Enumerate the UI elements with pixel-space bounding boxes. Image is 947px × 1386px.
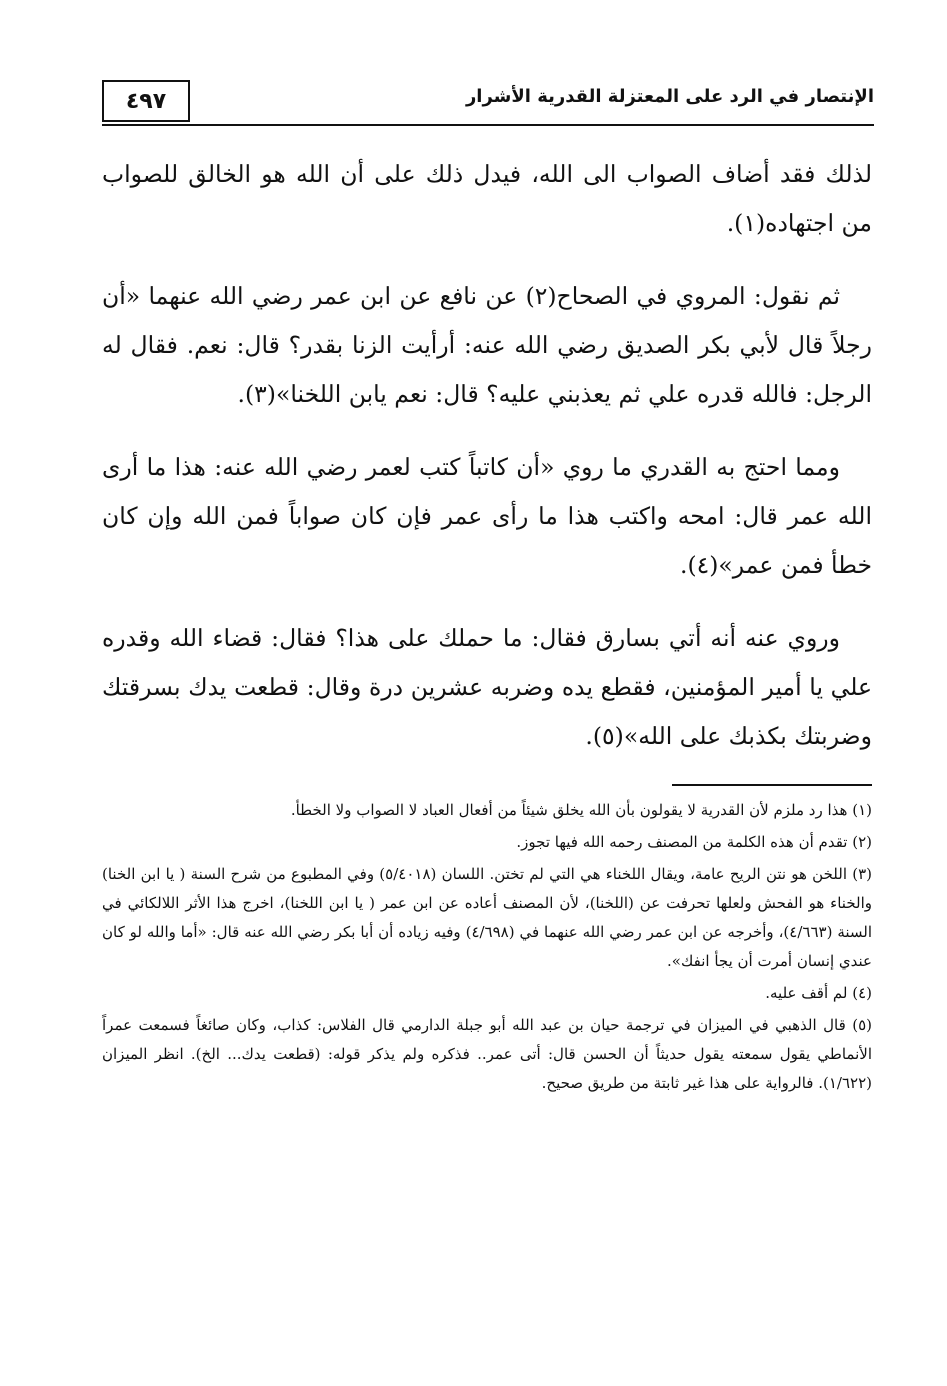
footnote: (٤) لم أقف عليه. [765,984,872,1002]
footnote: (٢) تقدم أن هذه الكلمة من المصنف رحمه الله فيها تجوز. [516,833,872,851]
paragraph: ومما احتج به القدري ما روي «أن كاتباً كتب لعمر رضي الله عنه: هذا ما أرى الله عمر قال: امحه واكتب هذا ما رأى عمر فإن كان صواباً فمن الله وإن كان خطأ فمن عمر»(٤). [102,453,872,579]
page-number: ٤٩٧ [102,80,190,122]
main-text [102,150,872,785]
footnotes [102,796,872,1101]
paragraph: وروي عنه أنه أتي بسارق فقال: ما حملك على هذا؟ فقال: قضاء الله وقدره علي يا أمير المؤمنين، فقطع يده وضربه عشرين درة وقال: قطعت يدك بسرقتك وضربتك بكذبك على الله»(٥). [102,624,872,750]
header-rule [102,124,874,126]
footnote: (١) هذا رد ملزم لأن القدرية لا يقولون بأن الله يخلق شيئاً من أفعال العباد لا الصواب ولا الخطأ. [290,801,872,819]
running-title: الإنتصار في الرد على المعتزلة القدرية الأشرار [465,86,874,107]
footnote: (٥) قال الذهبي في الميزان في ترجمة حيان بن عبد الله أبو جبلة الدارمي قال الفلاس: كذاب، وكان صائغاً فسمعت عمراً الأنماطي يقول سمعته يقول حديثاً أن الحسن قال: أتى عمر.. فذكره ولم يذكر قوله: (قطعت يدك... الخ). انظر الميزان (١/٦٢٢). فالرواية على هذا غير ثابتة من طريق صحيح. [102,1016,872,1092]
paragraph: ثم نقول: المروي في الصحاح(٢) عن نافع عن ابن عمر رضي الله عنهما «أن رجلاً قال لأبي بكر الصديق رضي الله عنه: أرأيت الزنا بقدر؟ قال: نعم. فقال له الرجل: فالله قدره علي ثم يعذبني عليه؟ قال: نعم يابن اللخنا»(٣). [102,282,872,408]
paragraph: لذلك فقد أضاف الصواب الى الله، فيدل ذلك على أن الله هو الخالق للصواب من اجتهاده(١). [102,160,872,237]
footnote-separator [672,784,872,786]
footnote: (٣) اللخن هو نتن الريح عامة، ويقال اللخناء هي التي لم تختن. اللسان (٥/٤٠١٨) وفي المطبوع من شرح السنة ( يا ابن الخنا) والخناء هو الفحش ولعلها تحرفت عن (اللخنا)، لأن المصنف أعاده عن ابن عمر ( يا ابن اللخنا)، اخرج هذا الأثر اللالكائي في السنة (٤/٦٦٣)، وأخرجه عن ابن عمر رضي الله عنهما في (٤/٦٩٨) وفيه زياده أن أبا بكر رضي الله عنه قال: «أما والله لو كان عندي إنسان أمرت أن يجأ انفك». [102,865,873,970]
page-header [102,80,874,130]
